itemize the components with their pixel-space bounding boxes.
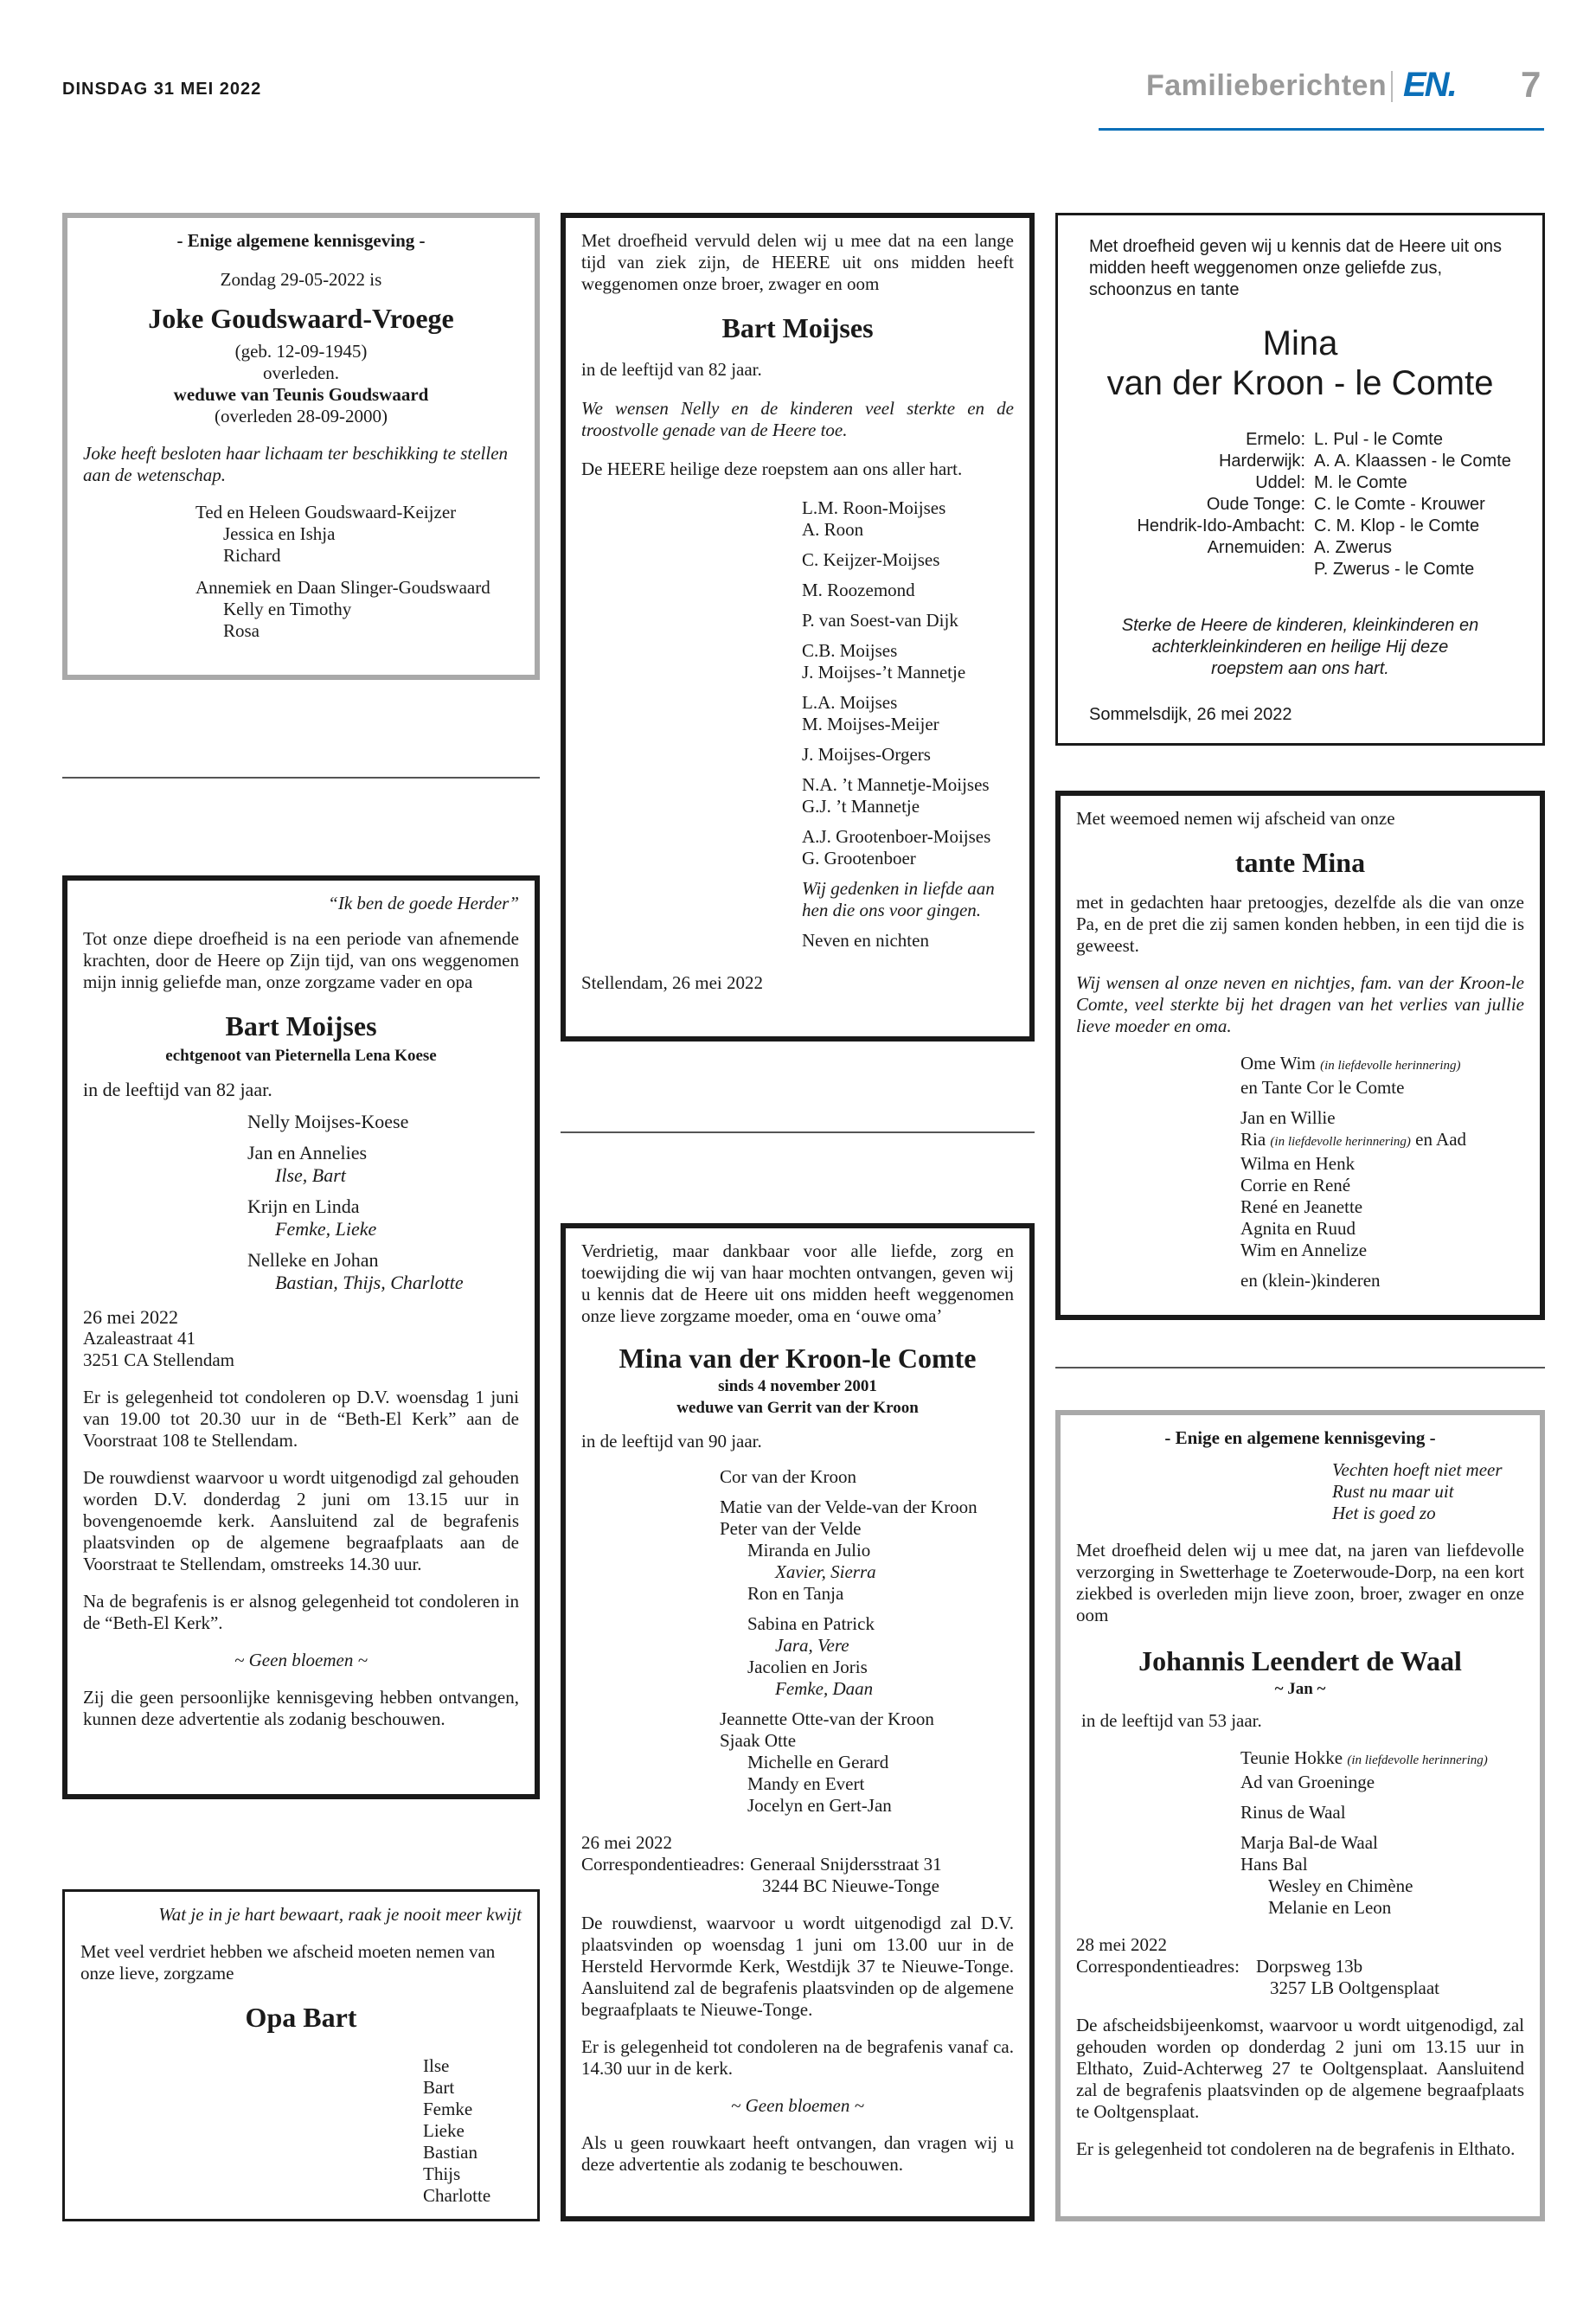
- ad-service: De afscheidsbijeenkomst, waarvoor u wordt uitgenodigd, zal gehouden worden op donderdag 2 juni om 13.15 uur in Elthato, Zuid-Achterweg 27 te Ooltgensplaat. Aansluitend zal de begrafenis plaatsvinden op de algemene begraafplaats te Ooltgensplaat.: [1076, 2015, 1524, 2122]
- grandchildren: Femke, Lieke: [275, 1218, 377, 1240]
- relative-name: Agnita en Ruud: [1240, 1218, 1356, 1239]
- great-grandchildren: Jara, Vere: [775, 1635, 849, 1656]
- ad-bart-moijses-siblings: [561, 213, 1035, 1042]
- ad-corr-street: Dorpsweg 13b: [1256, 1956, 1363, 1977]
- great-grandchildren: Femke, Daan: [775, 1678, 874, 1699]
- grandchild-name: Femke: [423, 2099, 473, 2119]
- grandchildren: Bastian, Thijs, Charlotte: [275, 1272, 464, 1293]
- ad-condolence: Er is gelegenheid tot condoleren op D.V. woensdag 1 juni van 19.00 tot 20.30 uur in de “Beth-El Kerk” aan de Voorstraat 108 te Stellendam.: [83, 1387, 519, 1451]
- ad-place-date: Stellendam, 26 mei 2022: [581, 972, 763, 993]
- sibling-name: L.M. Roon-Moijses: [802, 497, 946, 518]
- ad-condolence: Er is gelegenheid tot condoleren na de begrafenis vanaf ca. 14.30 uur in de kerk.: [581, 2036, 1014, 2079]
- ad-verse: De HEERE heilige deze roepstem aan ons aller hart.: [581, 458, 963, 479]
- relative-name: Marja Bal-de Waal: [1240, 1832, 1378, 1853]
- place-label: Oude Tonge:: [1206, 495, 1305, 514]
- relative-name: Wilma en Henk: [1240, 1153, 1356, 1174]
- header-rule: [1099, 128, 1544, 131]
- ad-intro: Met veel verdriet hebben we afscheid moeten nemen van onze lieve, zorgzame: [80, 1941, 496, 1984]
- ad-bart-moijses-family: [62, 875, 540, 1799]
- grandchild-name: Lieke: [423, 2120, 465, 2141]
- ad-date-line: Zondag 29-05-2022 is: [220, 269, 382, 290]
- grandchild-name: Thijs: [423, 2163, 461, 2184]
- ad-mina-le-comte-siblings: [1055, 213, 1545, 746]
- ad-memory: Wij gedenken in liefde aan hen die ons voor gingen.: [802, 878, 995, 920]
- ad-opa-bart: [62, 1889, 540, 2221]
- family-member: Kelly en Timothy: [223, 599, 352, 619]
- ad-quote: Wat je in je hart bewaart, raak je nooit meer kwijt: [158, 1904, 522, 1925]
- ad-closing: Zij die geen persoonlijke kennisgeving hebben ontvangen, kunnen deze advertentie als zodanig beschouwen.: [83, 1687, 519, 1729]
- family-member: Michelle en Gerard: [747, 1752, 889, 1772]
- ad-kicker: - Enige en algemene kennisgeving -: [1164, 1427, 1436, 1448]
- family-member: Richard: [223, 545, 281, 566]
- family-member: Peter van der Velde: [720, 1518, 862, 1539]
- ad-widow-died: (overleden 28-09-2000): [214, 406, 388, 426]
- ad-intro: Met droefheid delen wij u mee dat, na jaren van liefdevolle verzorging in Swetterhage te Zoeterwoude-Dorp, na een kort ziekbed is overleden mijn lieve zoon, broer, zwager en onze oom: [1076, 1540, 1524, 1625]
- relative-name: P. Zwerus - le Comte: [1314, 560, 1475, 579]
- poem-line: Rust nu maar uit: [1332, 1481, 1454, 1502]
- ad-deceased-name: Mina van der Kroon-le Comte: [619, 1343, 977, 1374]
- family-group-head: Ted en Heleen Goudswaard-Keijzer: [195, 502, 457, 522]
- place-label: Uddel:: [1255, 473, 1305, 492]
- ad-joke-goudswaard: [62, 213, 540, 680]
- ad-intro: Met droefheid vervuld delen wij u mee dat na een lange tijd van ziek zijn, de HEERE uit ons midden heeft weggenomen onze broer, zwager en oom: [581, 230, 1014, 294]
- relative-name: Hans Bal: [1240, 1854, 1308, 1875]
- relative-name: L. Pul - le Comte: [1314, 430, 1443, 449]
- relative-name: Jan en Willie: [1240, 1107, 1336, 1128]
- ad-quote: “Ik ben de goede Herder”: [328, 893, 519, 913]
- sibling-name: J. Moijses-Orgers: [802, 744, 931, 765]
- ad-age: in de leeftijd van 82 jaar.: [581, 359, 762, 380]
- sibling-name: N.A. ’t Mannetje-Moijses: [802, 774, 990, 795]
- memorial-note: (in liefdevolle herinnering): [1347, 1753, 1488, 1767]
- ad-signoff: en (klein-)kinderen: [1240, 1270, 1381, 1291]
- ad-died: overleden.: [262, 362, 340, 383]
- ad-signoff: Neven en nichten: [802, 930, 929, 951]
- relative-name: C. le Comte - Krouwer: [1314, 495, 1485, 514]
- relative-name: Ome Wim: [1240, 1053, 1316, 1074]
- ad-corr-city: 3244 BC Nieuwe-Tonge: [762, 1875, 939, 1896]
- ad-service: De rouwdienst, waarvoor u wordt uitgenodigd zal D.V. plaatsvinden op woensdag 1 juni om 13.00 uur in de Hersteld Hervormde Kerk, Westdijk 37 te Nieuwe-Tonge. Aansluitend zal de begrafenis plaatsvinden op de algemene begraafplaats te Nieuwe-Tonge.: [581, 1913, 1014, 2020]
- ad-after: Na de begrafenis is er alsnog gelegenheid tot condoleren in de “Beth-El Kerk”.: [83, 1591, 519, 1633]
- relative-name: C. M. Klop - le Comte: [1314, 516, 1480, 535]
- ad-mina-van-der-kroon-children: [561, 1223, 1035, 2221]
- ad-intro: Met droefheid geven wij u kennis dat de Heere uit ons midden heeft weggenomen onze geliefde zus, schoonzus en tante: [1089, 237, 1502, 299]
- ad-kicker: - Enige algemene kennisgeving -: [176, 230, 426, 251]
- place-label: Arnemuiden:: [1207, 538, 1305, 557]
- memorial-note: (in liefdevolle herinnering): [1270, 1135, 1411, 1149]
- sibling-name: M. Roozemond: [802, 580, 915, 600]
- edition-date: DINSDAG 31 MEI 2022: [62, 80, 262, 99]
- family-member: Nelly Moijses-Koese: [247, 1111, 409, 1132]
- place-label: Harderwijk:: [1218, 452, 1305, 471]
- ad-age: in de leeftijd van 82 jaar.: [83, 1079, 272, 1100]
- sibling-name: P. van Soest-van Dijk: [802, 610, 958, 631]
- section-title: Familieberichten: [1146, 69, 1388, 102]
- ad-intro: Tot onze diepe droefheid is na een periode van afnemende krachten, door de Heere op Zijn tijd, van ons weggenomen mijn innig geliefde man, onze zorgzame vader en opa: [83, 928, 519, 992]
- ad-corr-city: 3257 LB Ooltgensplaat: [1270, 1977, 1439, 1998]
- relative-name: Wim en Annelize: [1240, 1240, 1368, 1260]
- ad-corr-label: Correspondentieadres:: [581, 1854, 745, 1875]
- relative-name: en Tante Cor le Comte: [1240, 1077, 1405, 1098]
- ad-corr-street: Generaal Snijdersstraat 31: [750, 1854, 942, 1875]
- relative-name: Corrie en René: [1240, 1175, 1351, 1195]
- page-number: 7: [1521, 64, 1542, 105]
- header-separator: [1391, 71, 1393, 102]
- ad-age: in de leeftijd van 90 jaar.: [581, 1431, 762, 1452]
- relative-name: M. le Comte: [1314, 473, 1407, 492]
- ad-intro: Verdrietig, maar dankbaar voor alle liefde, zorg en toewijding die wij van haar mochten ontvangen, geven wij u kennis dat de Heere uit ons midden heeft weggenomen onze lieve zorgzame moeder, oma en ‘ouwe oma’: [581, 1240, 1014, 1326]
- family-member: Jan en Annelies: [247, 1142, 368, 1163]
- sibling-name: L.A. Moijses: [802, 692, 898, 713]
- ad-deceased-first-name: Mina: [1262, 324, 1338, 362]
- sibling-name: C. Keijzer-Moijses: [802, 549, 940, 570]
- place-label: Hendrik-Ido-Ambacht:: [1137, 516, 1305, 535]
- ad-no-flowers: ~ Geen bloemen ~: [234, 1650, 368, 1670]
- poem-line: Het is goed zo: [1332, 1503, 1436, 1523]
- column-divider: [1055, 1367, 1545, 1368]
- family-member: Mandy en Evert: [747, 1773, 865, 1794]
- ad-spouse: echtgenoot van Pieternella Lena Koese: [165, 1047, 437, 1065]
- ad-wish: We wensen Nelly en de kinderen veel sterkte en de troostvolle genade van de Heere toe.: [581, 398, 1014, 440]
- grandchildren: Ilse, Bart: [275, 1164, 346, 1186]
- family-member: Cor van der Kroon: [720, 1466, 857, 1487]
- sibling-name: C.B. Moijses: [802, 640, 898, 661]
- sibling-name: A. Roon: [802, 519, 864, 540]
- family-member: Miranda en Julio: [747, 1540, 871, 1561]
- family-member: Jeannette Otte-van der Kroon: [720, 1708, 934, 1729]
- family-group-head: Annemiek en Daan Slinger-Goudswaard: [195, 577, 490, 598]
- family-member: Rosa: [223, 620, 260, 641]
- family-member: Jacolien en Joris: [747, 1657, 868, 1677]
- ad-nickname: ~ Jan ~: [1274, 1680, 1326, 1698]
- ad-born: (geb. 12-09-1945): [234, 341, 368, 362]
- ad-deceased-name: Johannis Leendert de Waal: [1138, 1645, 1462, 1676]
- sibling-name: J. Moijses-’t Mannetje: [802, 662, 966, 683]
- relative-name: A. Zwerus: [1314, 538, 1393, 557]
- family-member: Sabina en Patrick: [747, 1613, 875, 1634]
- ad-condolence: Er is gelegenheid tot condoleren na de begrafenis in Elthato.: [1076, 2138, 1516, 2159]
- relative-name: Ad van Groeninge: [1240, 1772, 1375, 1792]
- great-grandchildren: Xavier, Sierra: [775, 1561, 876, 1582]
- ad-since: sinds 4 november 2001: [718, 1377, 877, 1395]
- ad-date: 28 mei 2022: [1076, 1934, 1167, 1955]
- poem-line: Vechten hoeft niet meer: [1332, 1459, 1503, 1480]
- ad-deceased-name: Opa Bart: [245, 2002, 357, 2033]
- family-member: Sjaak Otte: [720, 1730, 797, 1751]
- ad-corr-label: Correspondentieadres:: [1076, 1956, 1240, 1977]
- ad-note: Joke heeft besloten haar lichaam ter beschikking te stellen aan de wetenschap.: [83, 443, 509, 485]
- grandchild-name: Charlotte: [423, 2185, 491, 2206]
- ad-no-flowers: ~ Geen bloemen ~: [731, 2095, 864, 2116]
- relative-name: Teunie Hokke: [1240, 1747, 1343, 1768]
- ad-johannis-de-waal: [1055, 1410, 1545, 2221]
- place-label: [1072, 559, 1305, 580]
- ad-wish: Wij wensen al onze neven en nichtjes, fam. van der Kroon-le Comte, veel sterkte bij het dragen van het verlies van jullie lieve moeder en oma.: [1076, 972, 1524, 1036]
- ad-intro: Met weemoed nemen wij afscheid van onze: [1076, 808, 1395, 829]
- column-divider: [561, 1131, 1035, 1133]
- ad-wish: Sterke de Heere de kinderen, kleinkinderen en achterkleinkinderen en heilige Hij deze roepstem aan ons hart.: [1121, 616, 1479, 678]
- place-label: Ermelo:: [1246, 430, 1305, 449]
- newspaper-logo: EN.: [1403, 66, 1456, 104]
- ad-widow: weduwe van Teunis Goudswaard: [173, 384, 429, 405]
- relative-name: A. A. Klaassen - le Comte: [1314, 452, 1511, 471]
- grandchild-name: Ilse: [423, 2055, 450, 2076]
- relative-name: René en Jeanette: [1240, 1196, 1363, 1217]
- ad-memory: met in gedachten haar pretoogjes, dezelfde als die van onze Pa, en de pret die zij samen konden hebben, in een tijd die is geweest.: [1076, 892, 1524, 956]
- ad-service: De rouwdienst waarvoor u wordt uitgenodigd zal gehouden worden D.V. donderdag 2 juni om 13.15 uur in bovengenoemde kerk. Aansluitend zal de begrafenis plaatsvinden op de algemene begraafplaats aan de Voorstraat te Stellendam, omstreeks 14.30 uur.: [83, 1467, 519, 1574]
- relative-name: en Aad: [1415, 1129, 1467, 1150]
- family-member: Jessica en Ishja: [223, 523, 336, 544]
- ad-place-date: Sommelsdijk, 26 mei 2022: [1089, 705, 1292, 724]
- ad-widow: weduwe van Gerrit van der Kroon: [676, 1399, 919, 1417]
- ad-date: 26 mei 2022: [581, 1832, 672, 1853]
- memorial-note: (in liefdevolle herinnering): [1320, 1059, 1461, 1073]
- relative-name: Melanie en Leon: [1268, 1897, 1392, 1918]
- grandchild-name: Bart: [423, 2077, 455, 2098]
- sibling-name: A.J. Grootenboer-Moijses: [802, 826, 991, 847]
- ad-tante-mina: [1055, 791, 1545, 1320]
- family-member: Nelleke en Johan: [247, 1249, 379, 1271]
- ad-age: in de leeftijd van 53 jaar.: [1081, 1710, 1262, 1731]
- ad-address-city: 3251 CA Stellendam: [83, 1349, 234, 1370]
- sibling-name: G.J. ’t Mannetje: [802, 796, 920, 817]
- sibling-name: M. Moijses-Meijer: [802, 714, 939, 734]
- family-member: Matie van der Velde-van der Kroon: [720, 1497, 977, 1517]
- ad-closing: Als u geen rouwkaart heeft ontvangen, dan vragen wij u deze advertentie als zodanig te beschouwen.: [581, 2132, 1014, 2175]
- relative-name: Ria: [1240, 1129, 1266, 1150]
- relative-name: Wesley en Chimène: [1268, 1875, 1413, 1896]
- family-member: Jocelyn en Gert-Jan: [747, 1795, 892, 1816]
- ad-deceased-name: Joke Goudswaard-Vroege: [148, 303, 454, 334]
- ad-date: 26 mei 2022: [83, 1306, 178, 1328]
- ad-address-street: Azaleastraat 41: [83, 1328, 196, 1349]
- column-divider: [62, 777, 540, 779]
- ad-deceased-name: Bart Moijses: [721, 312, 874, 343]
- family-member: Krijn en Linda: [247, 1195, 360, 1217]
- ad-deceased-name: tante Mina: [1234, 847, 1366, 878]
- ad-deceased-name: Bart Moijses: [225, 1010, 377, 1042]
- family-member: Ron en Tanja: [747, 1583, 844, 1604]
- ad-deceased-surname: van der Kroon - le Comte: [1106, 364, 1494, 402]
- grandchild-name: Bastian: [423, 2142, 478, 2163]
- relative-name: Rinus de Waal: [1240, 1802, 1346, 1823]
- sibling-name: G. Grootenboer: [802, 848, 916, 868]
